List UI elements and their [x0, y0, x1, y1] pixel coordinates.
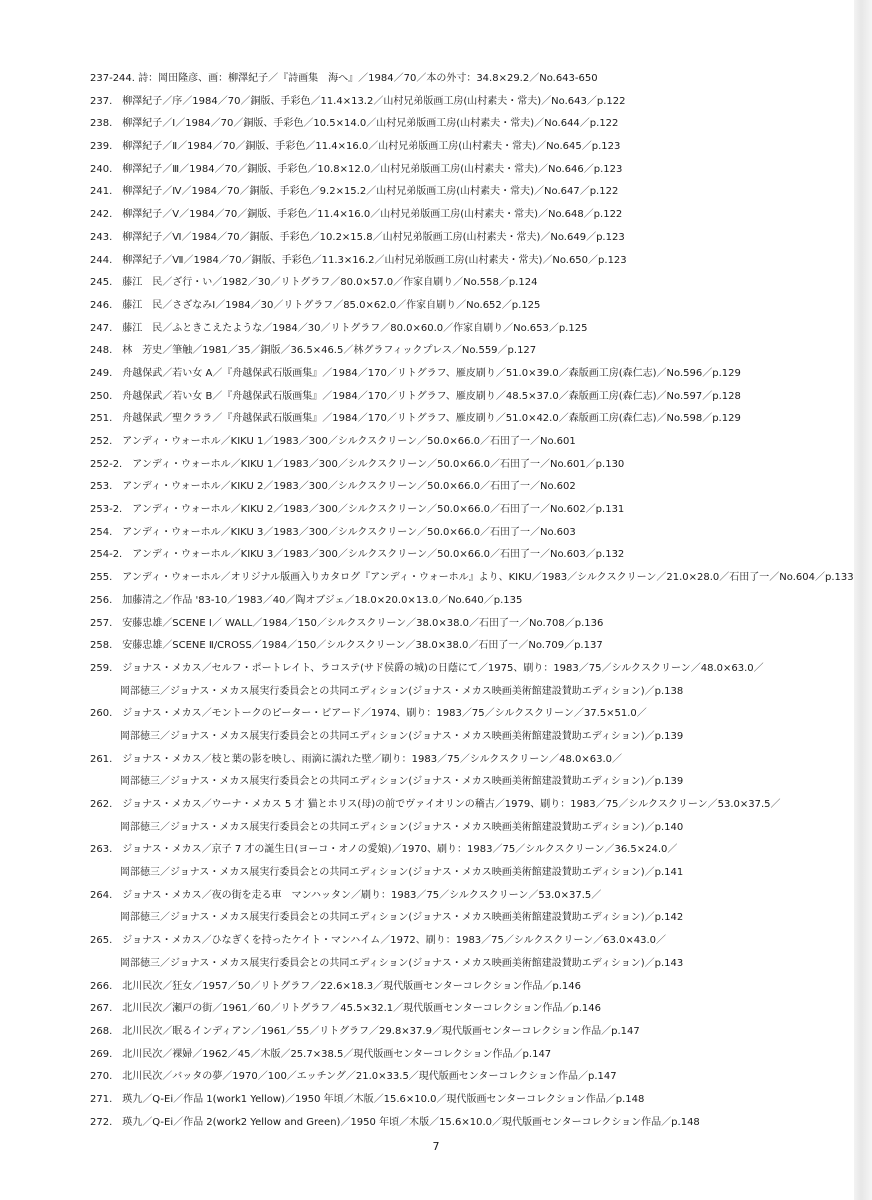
catalog-entry-line: 251. 舟越保武／聖クララ／『舟越保武石版画集』／1984／170／リトグラフ、雁皮刷り／51.0×42.0／森版画工房(森仁志)／No.598／p.129 [90, 413, 741, 425]
catalog-entry-line: 268. 北川民次／眠るインディアン／1961／55／リトグラフ／29.8×37.9／現代版画センターコレクション作品／p.147 [90, 1025, 640, 1037]
catalog-entry-line: 259. ジョナス・メカス／セルフ・ポートレイト、ラコステ(サド侯爵の城)の日蔭にて／1975、刷り：1983／75／シルクスクリーン／48.0×63.0／ [90, 662, 764, 674]
catalog-entry-line: 241. 柳澤紀子／Ⅳ／1984／70／銅版、手彩色／9.2×15.2／山村兄弟版画工房(山村素夫・常夫)／No.647／p.122 [90, 186, 619, 198]
catalog-entry-line: 256. 加藤清之／作品 '83-10／1983／40／陶オブジェ／18.0×20.0×13.0／No.640／p.135 [90, 594, 523, 606]
catalog-entry-line: 255. アンディ・ウォーホル／オリジナル版画入りカタログ『アンディ・ウォーホル』より、KIKU／1983／シルクスクリーン／21.0×28.0／石田了一／No.604／p.133 [90, 572, 854, 584]
catalog-entry-line: 243. 柳澤紀子／Ⅵ／1984／70／銅版、手彩色／10.2×15.8／山村兄弟版画工房(山村素夫・常夫)／No.649／p.123 [90, 231, 625, 243]
catalog-entry-line: 271. 瑛九／Q-Ei／作品 1(work1 Yellow)／1950 年頃／木版／15.6×10.0／現代版画センターコレクション作品／p.148 [90, 1093, 645, 1105]
page-edge-shadow [854, 0, 872, 1200]
catalog-entry-line: 岡部徳三／ジョナス・メカス展実行委員会との共同エディション(ジョナス・メカス映画美術館建設賛助エディション)／p.141 [90, 867, 684, 879]
catalog-entry-line: 261. ジョナス・メカス／枝と葉の影を映し、雨滴に濡れた壁／刷り：1983／75／シルクスクリーン／48.0×63.0／ [90, 753, 622, 765]
catalog-entry-line: 260. ジョナス・メカス／モントークのピーター・ビアード／1974、刷り：1983／75／シルクスクリーン／37.5×51.0／ [90, 708, 647, 720]
catalog-entry-line: 岡部徳三／ジョナス・メカス展実行委員会との共同エディション(ジョナス・メカス映画美術館建設賛助エディション)／p.140 [90, 821, 684, 833]
catalog-entry-line: 249. 舟越保武／若い女 A／『舟越保武石版画集』／1984／170／リトグラフ、雁皮刷り／51.0×39.0／森版画工房(森仁志)／No.596／p.129 [90, 367, 741, 379]
catalog-entry-line: 253-2. アンディ・ウォーホル／KIKU 2／1983／300／シルクスクリーン／50.0×66.0／石田了一／No.602／p.131 [90, 504, 625, 516]
catalog-entry-line: 238. 柳澤紀子／Ⅰ／1984／70／銅版、手彩色／10.5×14.0／山村兄弟版画工房(山村素夫・常夫)／No.644／p.122 [90, 118, 619, 130]
catalog-entry-line: 245. 藤江 民／ざ行・い／1982／30／リトグラフ／80.0×57.0／作家自刷り／No.558／p.124 [90, 277, 538, 289]
catalog-entry-line: 267. 北川民次／瀬戸の街／1961／60／リトグラフ／45.5×32.1／現代版画センターコレクション作品／p.146 [90, 1003, 601, 1015]
catalog-entry-line: 岡部徳三／ジョナス・メカス展実行委員会との共同エディション(ジョナス・メカス映画美術館建設賛助エディション)／p.139 [90, 730, 684, 742]
catalog-entry-line: 岡部徳三／ジョナス・メカス展実行委員会との共同エディション(ジョナス・メカス映画美術館建設賛助エディション)／p.143 [90, 957, 684, 969]
catalog-entry-line: 258. 安藤忠雄／SCENE Ⅱ/CROSS／1984／150／シルクスクリーン／38.0×38.0／石田了一／No.709／p.137 [90, 640, 603, 652]
catalog-entry-line: 岡部徳三／ジョナス・メカス展実行委員会との共同エディション(ジョナス・メカス映画美術館建設賛助エディション)／p.139 [90, 776, 684, 788]
catalog-entry-line: 247. 藤江 民／ふときこえたような／1984／30／リトグラフ／80.0×60.0／作家自刷り／No.653／p.125 [90, 322, 588, 334]
catalog-entry-line: 239. 柳澤紀子／Ⅱ／1984／70／銅版、手彩色／11.4×16.0／山村兄弟版画工房(山村素夫・常夫)／No.645／p.123 [90, 141, 621, 153]
catalog-entry-line: 264. ジョナス・メカス／夜の街を走る車 マンハッタン／刷り：1983／75／シルクスクリーン／53.0×37.5／ [90, 889, 602, 901]
catalog-entry-line: 244. 柳澤紀子／Ⅶ／1984／70／銅版、手彩色／11.3×16.2／山村兄弟版画工房(山村素夫・常夫)／No.650／p.123 [90, 254, 627, 266]
catalog-entry-line: 270. 北川民次／バッタの夢／1970／100／エッチング／21.0×33.5／現代版画センターコレクション作品／p.147 [90, 1071, 617, 1083]
catalog-entry-line: 272. 瑛九／Q-Ei／作品 2(work2 Yellow and Green)／1950 年頃／木版／15.6×10.0／現代版画センターコレクション作品／p.148 [90, 1116, 700, 1128]
catalog-entry-line: 253. アンディ・ウォーホル／KIKU 2／1983／300／シルクスクリーン／50.0×66.0／石田了一／No.602 [90, 481, 576, 493]
catalog-entry-line: 257. 安藤忠雄／SCENE Ⅰ／ WALL／1984／150／シルクスクリーン／38.0×38.0／石田了一／No.708／p.136 [90, 617, 604, 629]
catalog-entry-line: 254. アンディ・ウォーホル／KIKU 3／1983／300／シルクスクリーン／50.0×66.0／石田了一／No.603 [90, 526, 576, 538]
catalog-entry-line: 岡部徳三／ジョナス・メカス展実行委員会との共同エディション(ジョナス・メカス映画美術館建設賛助エディション)／p.142 [90, 912, 684, 924]
catalog-entry-line: 237-244. 詩：岡田隆彦、画：柳澤紀子／『詩画集 海へ』／1984／70／本の外寸：34.8×29.2／No.643-650 [90, 73, 598, 84]
catalog-entry-line: 252-2. アンディ・ウォーホル／KIKU 1／1983／300／シルクスクリーン／50.0×66.0／石田了一／No.601／p.130 [90, 458, 625, 470]
catalog-entry-line: 248. 林 芳史／筆触／1981／35／銅版／36.5×46.5／林グラフィックプレス／No.559／p.127 [90, 345, 537, 357]
catalog-entry-line: 263. ジョナス・メカス／京子 7 才の誕生日(ヨーコ・オノの愛娘)／1970、刷り：1983／75／シルクスクリーン／36.5×24.0／ [90, 844, 678, 856]
catalog-entry-line: 250. 舟越保武／若い女 B／『舟越保武石版画集』／1984／170／リトグラフ、雁皮刷り／48.5×37.0／森版画工房(森仁志)／No.597／p.128 [90, 390, 741, 402]
catalog-entry-line: 265. ジョナス・メカス／ひなぎくを持ったケイト・マンハイム／1972、刷り：1983／75／シルクスクリーン／63.0×43.0／ [90, 935, 667, 947]
catalog-entry-line: 262. ジョナス・メカス／ウーナ・メカス 5 才 猫とホリス(母)の前でヴァイオリンの稽古／1979、刷り：1983／75／シルクスクリーン／53.0×37.5／ [90, 799, 781, 810]
catalog-entry-line: 岡部徳三／ジョナス・メカス展実行委員会との共同エディション(ジョナス・メカス映画美術館建設賛助エディション)／p.138 [90, 685, 684, 697]
catalog-entry-line: 242. 柳澤紀子／Ⅴ／1984／70／銅版、手彩色／11.4×16.0／山村兄弟版画工房(山村素夫・常夫)／No.648／p.122 [90, 209, 623, 221]
catalog-entry-line: 246. 藤江 民／さざなみⅠ／1984／30／リトグラフ／85.0×62.0／作家自刷り／No.652／p.125 [90, 299, 541, 311]
page-number: 7 [432, 1140, 440, 1153]
catalog-entry-line: 269. 北川民次／裸婦／1962／45／木版／25.7×38.5／現代版画センターコレクション作品／p.147 [90, 1048, 552, 1060]
catalog-entry-line: 237. 柳澤紀子／序／1984／70／銅版、手彩色／11.4×13.2／山村兄弟版画工房(山村素夫・常夫)／No.643／p.122 [90, 95, 626, 107]
catalog-entry-line: 252. アンディ・ウォーホル／KIKU 1／1983／300／シルクスクリーン／50.0×66.0／石田了一／No.601 [90, 436, 576, 447]
catalog-entry-list [90, 68, 854, 1134]
catalog-entry-line: 266. 北川民次／狂女／1957／50／リトグラフ／22.6×18.3／現代版画センターコレクション作品／p.146 [90, 980, 581, 992]
catalog-entry-line: 254-2. アンディ・ウォーホル／KIKU 3／1983／300／シルクスクリーン／50.0×66.0／石田了一／No.603／p.132 [90, 549, 625, 561]
catalog-entry-line: 240. 柳澤紀子／Ⅲ／1984／70／銅版、手彩色／10.8×12.0／山村兄弟版画工房(山村素夫・常夫)／No.646／p.123 [90, 163, 623, 175]
